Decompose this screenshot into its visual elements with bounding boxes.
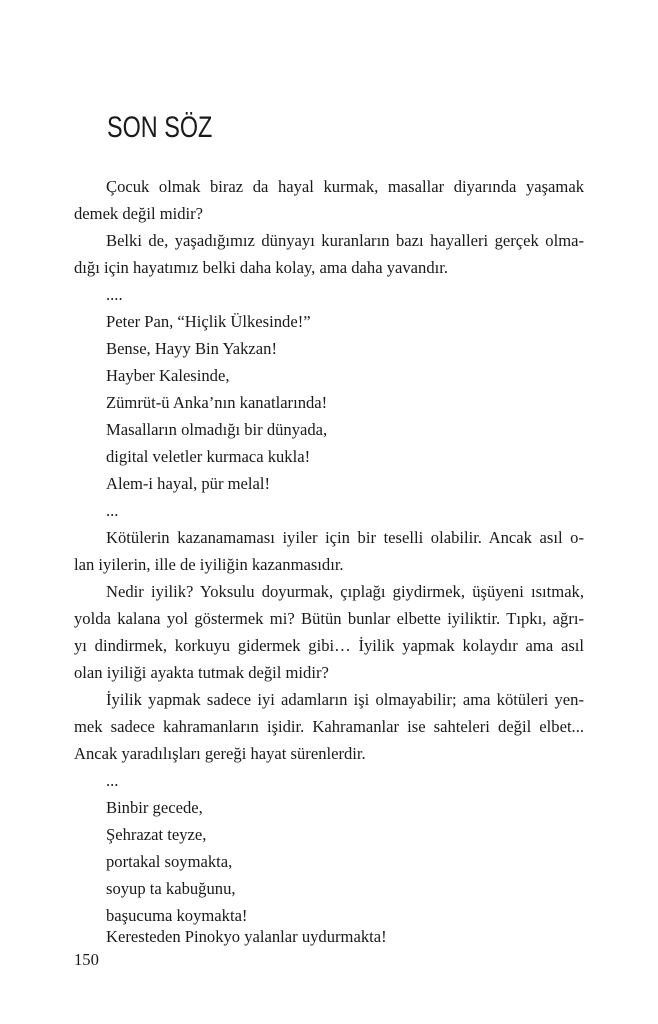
text-line: mek sadece kahramanların işidir. Kahramanlar ise sahteleri değil elbet... xyxy=(74,717,584,736)
text-line: başucuma koymakta! xyxy=(106,906,248,925)
text-line: ... xyxy=(106,771,119,790)
text-line: Masalların olmadığı bir dünyada, xyxy=(106,420,328,439)
text-line: Keresteden Pinokyo yalanlar uydurmakta! xyxy=(106,927,387,946)
page-title: SON SÖZ xyxy=(107,111,213,144)
text-line: Ancak yaradılışları gereği hayat sürenlerdir. xyxy=(74,744,366,763)
text-line: Binbir gecede, xyxy=(106,798,203,817)
page-number: 150 xyxy=(74,950,99,969)
text-line: digital veletler kurmaca kukla! xyxy=(106,447,311,466)
text-line: Çocuk olmak biraz da hayal kurmak, masallar diyarında yaşamak xyxy=(106,177,584,196)
text-line: ... xyxy=(106,501,119,520)
text-line: Zümrüt-ü Anka’nın kanatlarında! xyxy=(106,393,328,412)
text-line: dığı için hayatımız belki daha kolay, ama daha yavandır. xyxy=(74,258,448,277)
text-line: İyilik yapmak sadece iyi adamların işi olmayabilir; ama kötüleri yen- xyxy=(106,690,584,709)
text-line: Alem-i hayal, pür melal! xyxy=(106,474,271,493)
text-line: soyup ta kabuğunu, xyxy=(106,879,236,898)
text-line: Bense, Hayy Bin Yakzan! xyxy=(106,339,277,358)
text-line: demek değil midir? xyxy=(74,204,204,223)
text-line: portakal soymakta, xyxy=(106,852,233,871)
text-line: yolda kalana yol göstermek mi? Bütün bunlar elbette iyiliktir. Tıpkı, ağrı- xyxy=(74,609,584,628)
text-line: Kötülerin kazanamaması iyiler için bir teselli olabilir. Ancak asıl o- xyxy=(106,528,584,547)
text-line: Nedir iyilik? Yoksulu doyurmak, çıplağı giydirmek, üşüyeni ısıtmak, xyxy=(106,582,584,601)
text-line: Şehrazat teyze, xyxy=(106,825,207,844)
text-line: olan iyiliği ayakta tutmak değil midir? xyxy=(74,663,329,682)
text-line: Peter Pan, “Hiçlik Ülkesinde!” xyxy=(106,312,311,331)
text-line: lan iyilerin, ille de iyiliğin kazanmasıdır. xyxy=(74,555,344,574)
text-line: Hayber Kalesinde, xyxy=(106,366,230,385)
text-line: Belki de, yaşadığımız dünyayı kuranların bazı hayalleri gerçek olma- xyxy=(106,231,584,250)
text-line: yı dindirmek, korkuyu gidermek gibi… İyilik yapmak kolaydır ama asıl xyxy=(74,636,584,655)
text-line: .... xyxy=(106,285,123,304)
